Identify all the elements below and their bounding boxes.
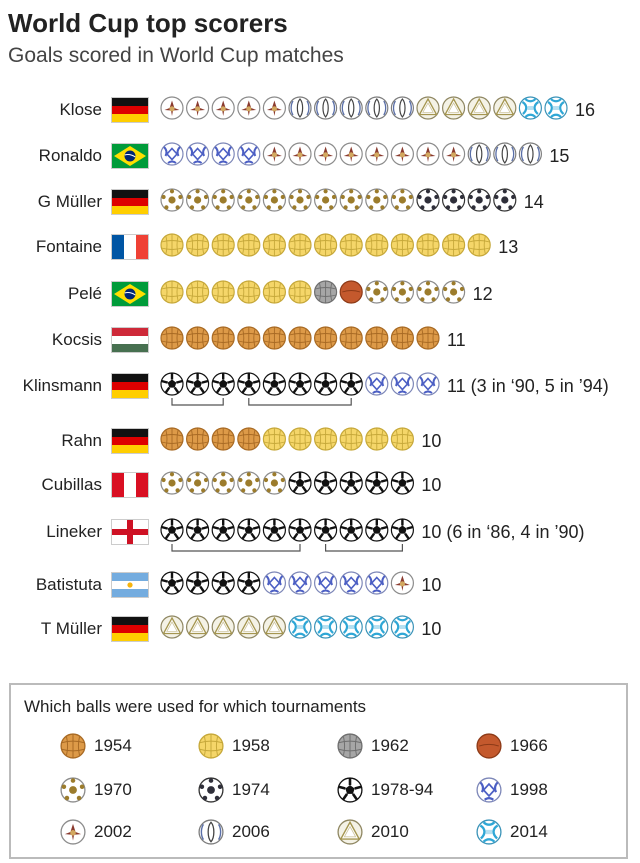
goal-ball <box>417 97 439 119</box>
goal-balls <box>160 280 640 316</box>
goal-ball <box>212 428 234 450</box>
goal-ball <box>212 572 234 594</box>
goal-ball <box>187 472 209 494</box>
goal-ball <box>212 519 234 541</box>
goal-ball <box>545 97 567 119</box>
legend-item <box>198 732 348 760</box>
goal-ball <box>468 143 490 165</box>
ball-2010-icon <box>337 819 363 845</box>
goal-ball <box>366 472 388 494</box>
goal-ball <box>289 281 311 303</box>
goal-ball <box>340 373 362 395</box>
scorer-row <box>0 567 640 607</box>
legend-label: 2006 <box>232 822 270 841</box>
goal-ball <box>315 189 337 211</box>
goal-ball <box>238 281 260 303</box>
tournament-bracket <box>172 398 223 405</box>
goal-count: 16 <box>575 100 596 120</box>
goal-ball <box>161 97 183 119</box>
goal-count: 11 <box>447 330 466 350</box>
goal-ball <box>340 472 362 494</box>
goal-ball <box>263 616 285 638</box>
goal-ball <box>238 143 260 165</box>
goal-ball <box>391 373 413 395</box>
player-name: T Müller <box>40 619 102 638</box>
goal-ball <box>391 189 413 211</box>
goal-ball <box>263 428 285 450</box>
ball-2002-icon <box>60 819 86 845</box>
goal-ball <box>187 428 209 450</box>
goal-ball <box>161 143 183 165</box>
goal-balls <box>160 427 640 463</box>
goal-ball <box>366 519 388 541</box>
goal-ball <box>289 472 311 494</box>
goal-ball <box>366 97 388 119</box>
goal-count: 10 (6 in ‘86, 4 in ’90) <box>421 522 585 542</box>
goal-ball <box>417 234 439 256</box>
ball-legend <box>9 683 628 859</box>
goal-ball <box>468 189 490 211</box>
goal-count: 10 <box>421 619 442 639</box>
goal-ball <box>340 519 362 541</box>
goal-ball <box>263 572 285 594</box>
goal-ball <box>417 143 439 165</box>
goal-ball <box>315 472 337 494</box>
goal-ball <box>443 97 465 119</box>
goal-ball <box>161 281 183 303</box>
goal-ball <box>238 519 260 541</box>
legend-label: 1966 <box>510 736 548 755</box>
goal-ball <box>315 616 337 638</box>
scorer-row <box>0 423 640 463</box>
goal-ball <box>161 234 183 256</box>
goal-ball <box>366 572 388 594</box>
goal-ball <box>340 189 362 211</box>
goal-ball <box>289 373 311 395</box>
goal-ball <box>187 189 209 211</box>
goal-ball <box>443 143 465 165</box>
goal-ball <box>443 281 465 303</box>
goal-ball <box>366 327 388 349</box>
goal-ball <box>187 281 209 303</box>
flag-argentina-icon <box>111 572 149 598</box>
legend-label: 1998 <box>510 780 548 799</box>
goal-count: 10 <box>421 475 442 495</box>
goal-ball <box>417 373 439 395</box>
scorer-row <box>0 368 640 408</box>
goal-ball <box>340 572 362 594</box>
legend-label: 2002 <box>94 822 132 841</box>
goal-ball <box>494 143 516 165</box>
goal-ball <box>212 616 234 638</box>
goal-count: 10 <box>421 575 442 595</box>
goal-ball <box>289 519 311 541</box>
goal-ball <box>366 428 388 450</box>
goal-ball <box>340 616 362 638</box>
goal-ball <box>161 572 183 594</box>
goal-count: 10 <box>421 431 442 451</box>
goal-ball <box>417 327 439 349</box>
ball-2014-icon <box>476 819 502 845</box>
player-name: Klinsmann <box>22 376 102 395</box>
chart-title: World Cup top scorers <box>8 8 288 38</box>
goal-ball <box>263 327 285 349</box>
scorer-row <box>0 611 640 651</box>
goal-ball <box>340 143 362 165</box>
legend-label: 2014 <box>510 822 548 841</box>
scorer-row <box>0 276 640 316</box>
goal-ball <box>238 97 260 119</box>
goal-ball <box>289 189 311 211</box>
ball-1962-icon <box>337 733 363 759</box>
legend-label: 1978-94 <box>371 780 434 799</box>
goal-ball <box>238 234 260 256</box>
legend-label: 1970 <box>94 780 132 799</box>
goal-ball <box>212 373 234 395</box>
goal-ball <box>468 234 490 256</box>
goal-ball <box>187 234 209 256</box>
legend-label: 1962 <box>371 736 409 755</box>
goal-ball <box>161 519 183 541</box>
ball-1958-icon <box>198 733 224 759</box>
legend-item <box>198 776 348 804</box>
player-name: Rahn <box>61 431 102 450</box>
goal-ball <box>187 327 209 349</box>
goal-balls <box>160 188 640 224</box>
goal-ball <box>315 572 337 594</box>
goal-ball <box>161 428 183 450</box>
goal-ball <box>417 281 439 303</box>
legend-label: 2010 <box>371 822 409 841</box>
player-name: Pelé <box>67 284 102 303</box>
goal-ball <box>289 327 311 349</box>
goal-balls <box>160 326 640 362</box>
legend-label: 1954 <box>94 736 132 755</box>
goal-balls <box>160 571 640 607</box>
flag-germany-icon <box>111 616 149 642</box>
goal-ball <box>391 281 413 303</box>
goal-ball <box>263 234 285 256</box>
flag-england-icon <box>111 519 149 545</box>
ball-1966-icon <box>476 733 502 759</box>
player-name: Cubillas <box>41 475 102 494</box>
goal-ball <box>289 616 311 638</box>
goal-ball <box>212 472 234 494</box>
player-name: Batistuta <box>35 575 102 594</box>
scorer-row <box>0 92 640 132</box>
goal-ball <box>238 373 260 395</box>
ball-1954-icon <box>60 733 86 759</box>
goal-ball <box>238 189 260 211</box>
goal-ball <box>161 616 183 638</box>
legend-title: Which balls were used for which tournaments <box>24 697 367 716</box>
goal-ball <box>289 143 311 165</box>
chart-subtitle: Goals scored in World Cup matches <box>8 44 344 67</box>
goal-ball <box>187 143 209 165</box>
ball-1998-icon <box>476 777 502 803</box>
flag-germany-icon <box>111 373 149 399</box>
goal-ball <box>366 189 388 211</box>
goal-ball <box>238 327 260 349</box>
goal-ball <box>340 327 362 349</box>
goal-ball <box>443 234 465 256</box>
goal-ball <box>315 234 337 256</box>
goal-ball <box>161 327 183 349</box>
legend-item <box>198 818 348 846</box>
legend-item <box>337 776 487 804</box>
flag-germany-icon <box>111 428 149 454</box>
goal-count: 14 <box>523 192 544 212</box>
goal-ball <box>315 143 337 165</box>
goal-ball <box>212 234 234 256</box>
goal-ball <box>391 97 413 119</box>
scorer-row <box>0 514 640 554</box>
ball-1974-icon <box>198 777 224 803</box>
goal-ball <box>238 472 260 494</box>
goal-count: 13 <box>498 237 519 257</box>
goal-ball <box>417 189 439 211</box>
player-name: G Müller <box>37 192 102 211</box>
flag-germany-icon <box>111 97 149 123</box>
goal-balls <box>160 471 640 507</box>
goal-count: 12 <box>472 284 493 304</box>
goal-ball <box>187 519 209 541</box>
goal-ball <box>263 281 285 303</box>
goal-ball <box>161 472 183 494</box>
goal-ball <box>315 97 337 119</box>
legend-label: 1958 <box>232 736 270 755</box>
goal-ball <box>366 234 388 256</box>
flag-brazil-icon <box>111 143 149 169</box>
goal-ball <box>315 428 337 450</box>
goal-ball <box>391 519 413 541</box>
goal-ball <box>391 616 413 638</box>
flag-germany-icon <box>111 189 149 215</box>
player-name: Lineker <box>46 522 102 541</box>
goal-ball <box>366 143 388 165</box>
player-name: Ronaldo <box>38 146 102 165</box>
player-name: Kocsis <box>51 330 102 349</box>
goal-ball <box>391 143 413 165</box>
flag-peru-icon <box>111 472 149 498</box>
goal-ball <box>289 234 311 256</box>
goal-ball <box>161 189 183 211</box>
legend-item <box>476 732 626 760</box>
goal-ball <box>238 616 260 638</box>
goal-ball <box>238 428 260 450</box>
goal-ball <box>391 327 413 349</box>
goal-ball <box>391 234 413 256</box>
goal-ball <box>212 97 234 119</box>
legend-item <box>60 776 210 804</box>
goal-balls <box>160 233 640 269</box>
scorer-row <box>0 322 640 362</box>
legend-item <box>60 732 210 760</box>
goal-ball <box>289 97 311 119</box>
flag-hungary-icon <box>111 327 149 353</box>
goal-count: 11 (3 in ‘90, 5 in ’94) <box>447 376 609 396</box>
goal-ball <box>212 327 234 349</box>
goal-ball <box>212 281 234 303</box>
goal-ball <box>263 97 285 119</box>
goal-ball <box>519 97 541 119</box>
legend-item <box>476 776 626 804</box>
flag-france-icon <box>111 234 149 260</box>
goal-ball <box>468 97 490 119</box>
goal-balls <box>160 96 640 132</box>
goal-ball <box>340 281 362 303</box>
scorer-row <box>0 184 640 224</box>
goal-ball <box>263 519 285 541</box>
tournament-bracket <box>172 544 300 551</box>
goal-ball <box>212 143 234 165</box>
legend-item <box>60 818 210 846</box>
tournament-bracket <box>326 544 403 551</box>
ball-1978-94-icon <box>337 777 363 803</box>
goal-ball <box>315 519 337 541</box>
goal-ball <box>519 143 541 165</box>
goal-ball <box>366 373 388 395</box>
goal-count: 15 <box>549 146 570 166</box>
goal-ball <box>212 189 234 211</box>
goal-balls <box>160 615 640 651</box>
player-name: Fontaine <box>35 237 102 256</box>
goal-ball <box>391 472 413 494</box>
legend-label: 1974 <box>232 780 270 799</box>
ball-1970-icon <box>60 777 86 803</box>
goal-ball <box>391 572 413 594</box>
goal-ball <box>289 428 311 450</box>
player-name: Klose <box>59 100 102 119</box>
goal-ball <box>366 616 388 638</box>
goal-ball <box>263 189 285 211</box>
goal-ball <box>443 189 465 211</box>
goal-ball <box>263 373 285 395</box>
goal-ball <box>263 472 285 494</box>
goal-ball <box>340 234 362 256</box>
goal-ball <box>289 572 311 594</box>
legend-item <box>337 818 487 846</box>
scorer-row <box>0 467 640 507</box>
scorer-row <box>0 138 640 178</box>
legend-item <box>337 732 487 760</box>
goal-ball <box>238 572 260 594</box>
scorer-row <box>0 229 640 269</box>
goal-ball <box>187 373 209 395</box>
goal-ball <box>315 373 337 395</box>
goal-ball <box>366 281 388 303</box>
goal-ball <box>187 97 209 119</box>
goal-ball <box>187 572 209 594</box>
goal-ball <box>340 97 362 119</box>
legend-item <box>476 818 626 846</box>
goal-ball <box>187 616 209 638</box>
tournament-bracket <box>249 398 351 405</box>
goal-ball <box>315 281 337 303</box>
goal-ball <box>263 143 285 165</box>
goal-ball <box>494 97 516 119</box>
goal-ball <box>315 327 337 349</box>
goal-ball <box>494 189 516 211</box>
flag-brazil-icon <box>111 281 149 307</box>
goal-ball <box>391 428 413 450</box>
goal-ball <box>161 373 183 395</box>
ball-2006-icon <box>198 819 224 845</box>
goal-ball <box>340 428 362 450</box>
